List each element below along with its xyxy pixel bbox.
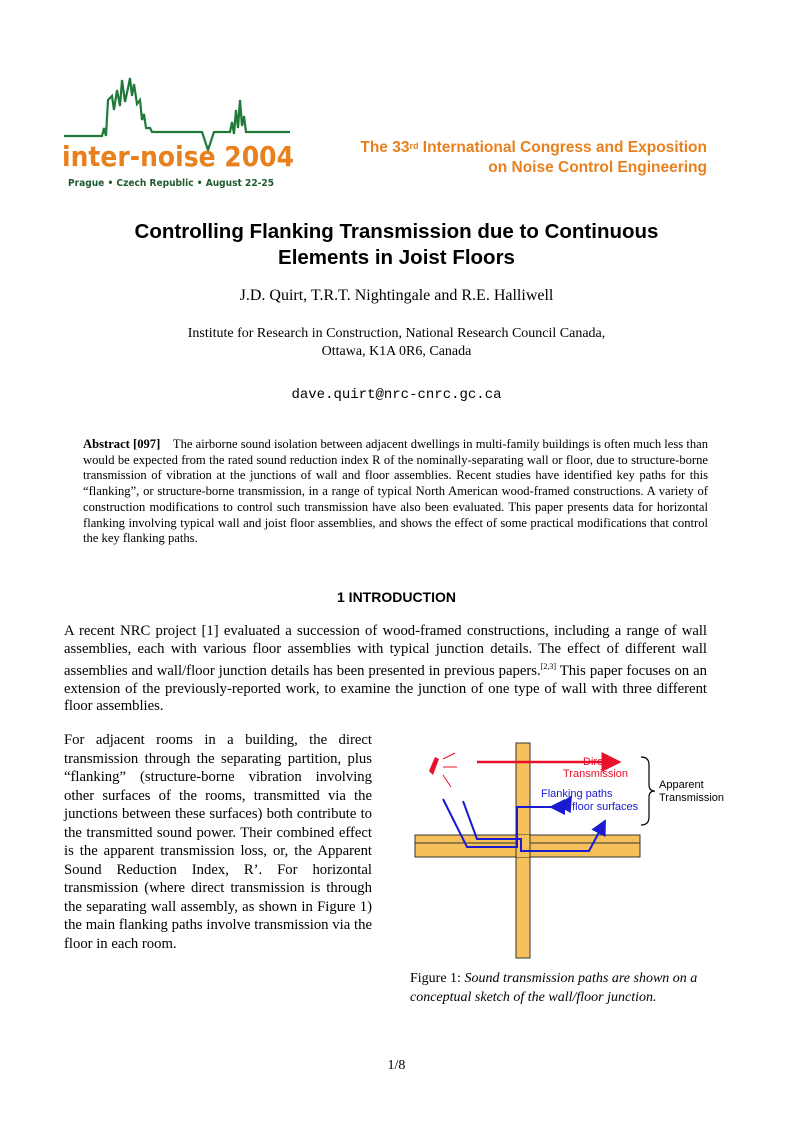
abstract-text: The airborne sound isolation between adjacent dwellings in multi-family buildings is often much less than would be expected from the rated sound reduction index R of the nominally-separating wall or floor, due to structure-borne transmission of vibration at the junctions of wall and floor assemblies. Recent studies have identified key paths for this “flanking”, or structure-borne transmission, in a range of typical North American wood-framed constructions. A variety of construction modifications to control such transmission have also been evaluated. This paper presents data for horizontal flanking involving typical wall and joist floor assemblies, and shows the effect of some practical modifications that control the key flanking paths. bbox=[83, 437, 709, 546]
flanking-label-2: via floor surfaces bbox=[555, 801, 639, 813]
paper-title: Controlling Flanking Transmission due to Continuous Elements in Joist Floors bbox=[134, 220, 659, 269]
conference-line1: The 33rd International Congress and Exposition bbox=[360, 139, 707, 156]
conference-logo bbox=[62, 70, 296, 192]
logo-graphic bbox=[62, 70, 296, 192]
figure-1-diagram bbox=[405, 735, 735, 965]
intro-paragraph-1: A recent NRC project [1] evaluated a succession of wood-framed constructions, including a range of wall assemblies, each with various floor assemblies with typical junction details. The effect of different wall assemblies and wall/floor junction details has been presented in previous papers.[2,3] This paper focuses on an extension of the previously-reported work, to examine the junction of one type of wall with three different floor assemblies. bbox=[64, 623, 708, 715]
abstract bbox=[83, 437, 708, 547]
abstract-label: Abstract [097] bbox=[83, 437, 161, 451]
apparent-label-2: Transmission bbox=[659, 792, 724, 804]
apparent-brace bbox=[641, 757, 655, 825]
apparent-label-1: Apparent bbox=[659, 779, 704, 791]
page-number: 1/8 bbox=[387, 1058, 406, 1073]
figure-1 bbox=[405, 735, 735, 965]
affiliation: Institute for Research in Construction, National Research Council Canada, Ottawa, K1A 0R6, Canada bbox=[187, 326, 606, 359]
logo-subtitle: Prague • Czech Republic • August 22-25 bbox=[68, 178, 274, 189]
section-heading: 1 INTRODUCTION bbox=[337, 589, 456, 605]
logo-text: inter-noise 2004 bbox=[62, 140, 294, 173]
figure-caption: Figure 1: Sound transmission paths are shown on a conceptual sketch of the wall/floor junction. bbox=[410, 971, 698, 1005]
direct-label-1: Direct bbox=[583, 756, 612, 768]
intro-paragraph-2: For adjacent rooms in a building, the direct transmission through the separating partition, plus “flanking” (structure-borne vibration involving other surfaces of the rooms, transmitted via the junctions between these surfaces) both contribute to the transmitted sound power. Their combined effect is the apparent transmission loss, or, the Apparent Sound Reduction Index, R’. For horizontal transmission (where direct transmission is through the separating wall assembly, as shown in Figure 1) the main flanking paths involve transmission via the floor in each room. bbox=[64, 732, 372, 952]
loudspeaker-icon bbox=[429, 753, 457, 787]
conference-line2: on Noise Control Engineering bbox=[488, 159, 707, 176]
conference-name bbox=[360, 138, 707, 178]
figure-label: Figure 1: bbox=[410, 971, 461, 986]
authors: J.D. Quirt, T.R.T. Nightingale and R.E. Halliwell bbox=[239, 287, 554, 304]
direct-label-2: Transmission bbox=[563, 768, 628, 780]
flanking-label-1: Flanking paths bbox=[541, 788, 613, 800]
author-email[interactable]: dave.quirt@nrc-cnrc.gc.ca bbox=[291, 387, 502, 403]
